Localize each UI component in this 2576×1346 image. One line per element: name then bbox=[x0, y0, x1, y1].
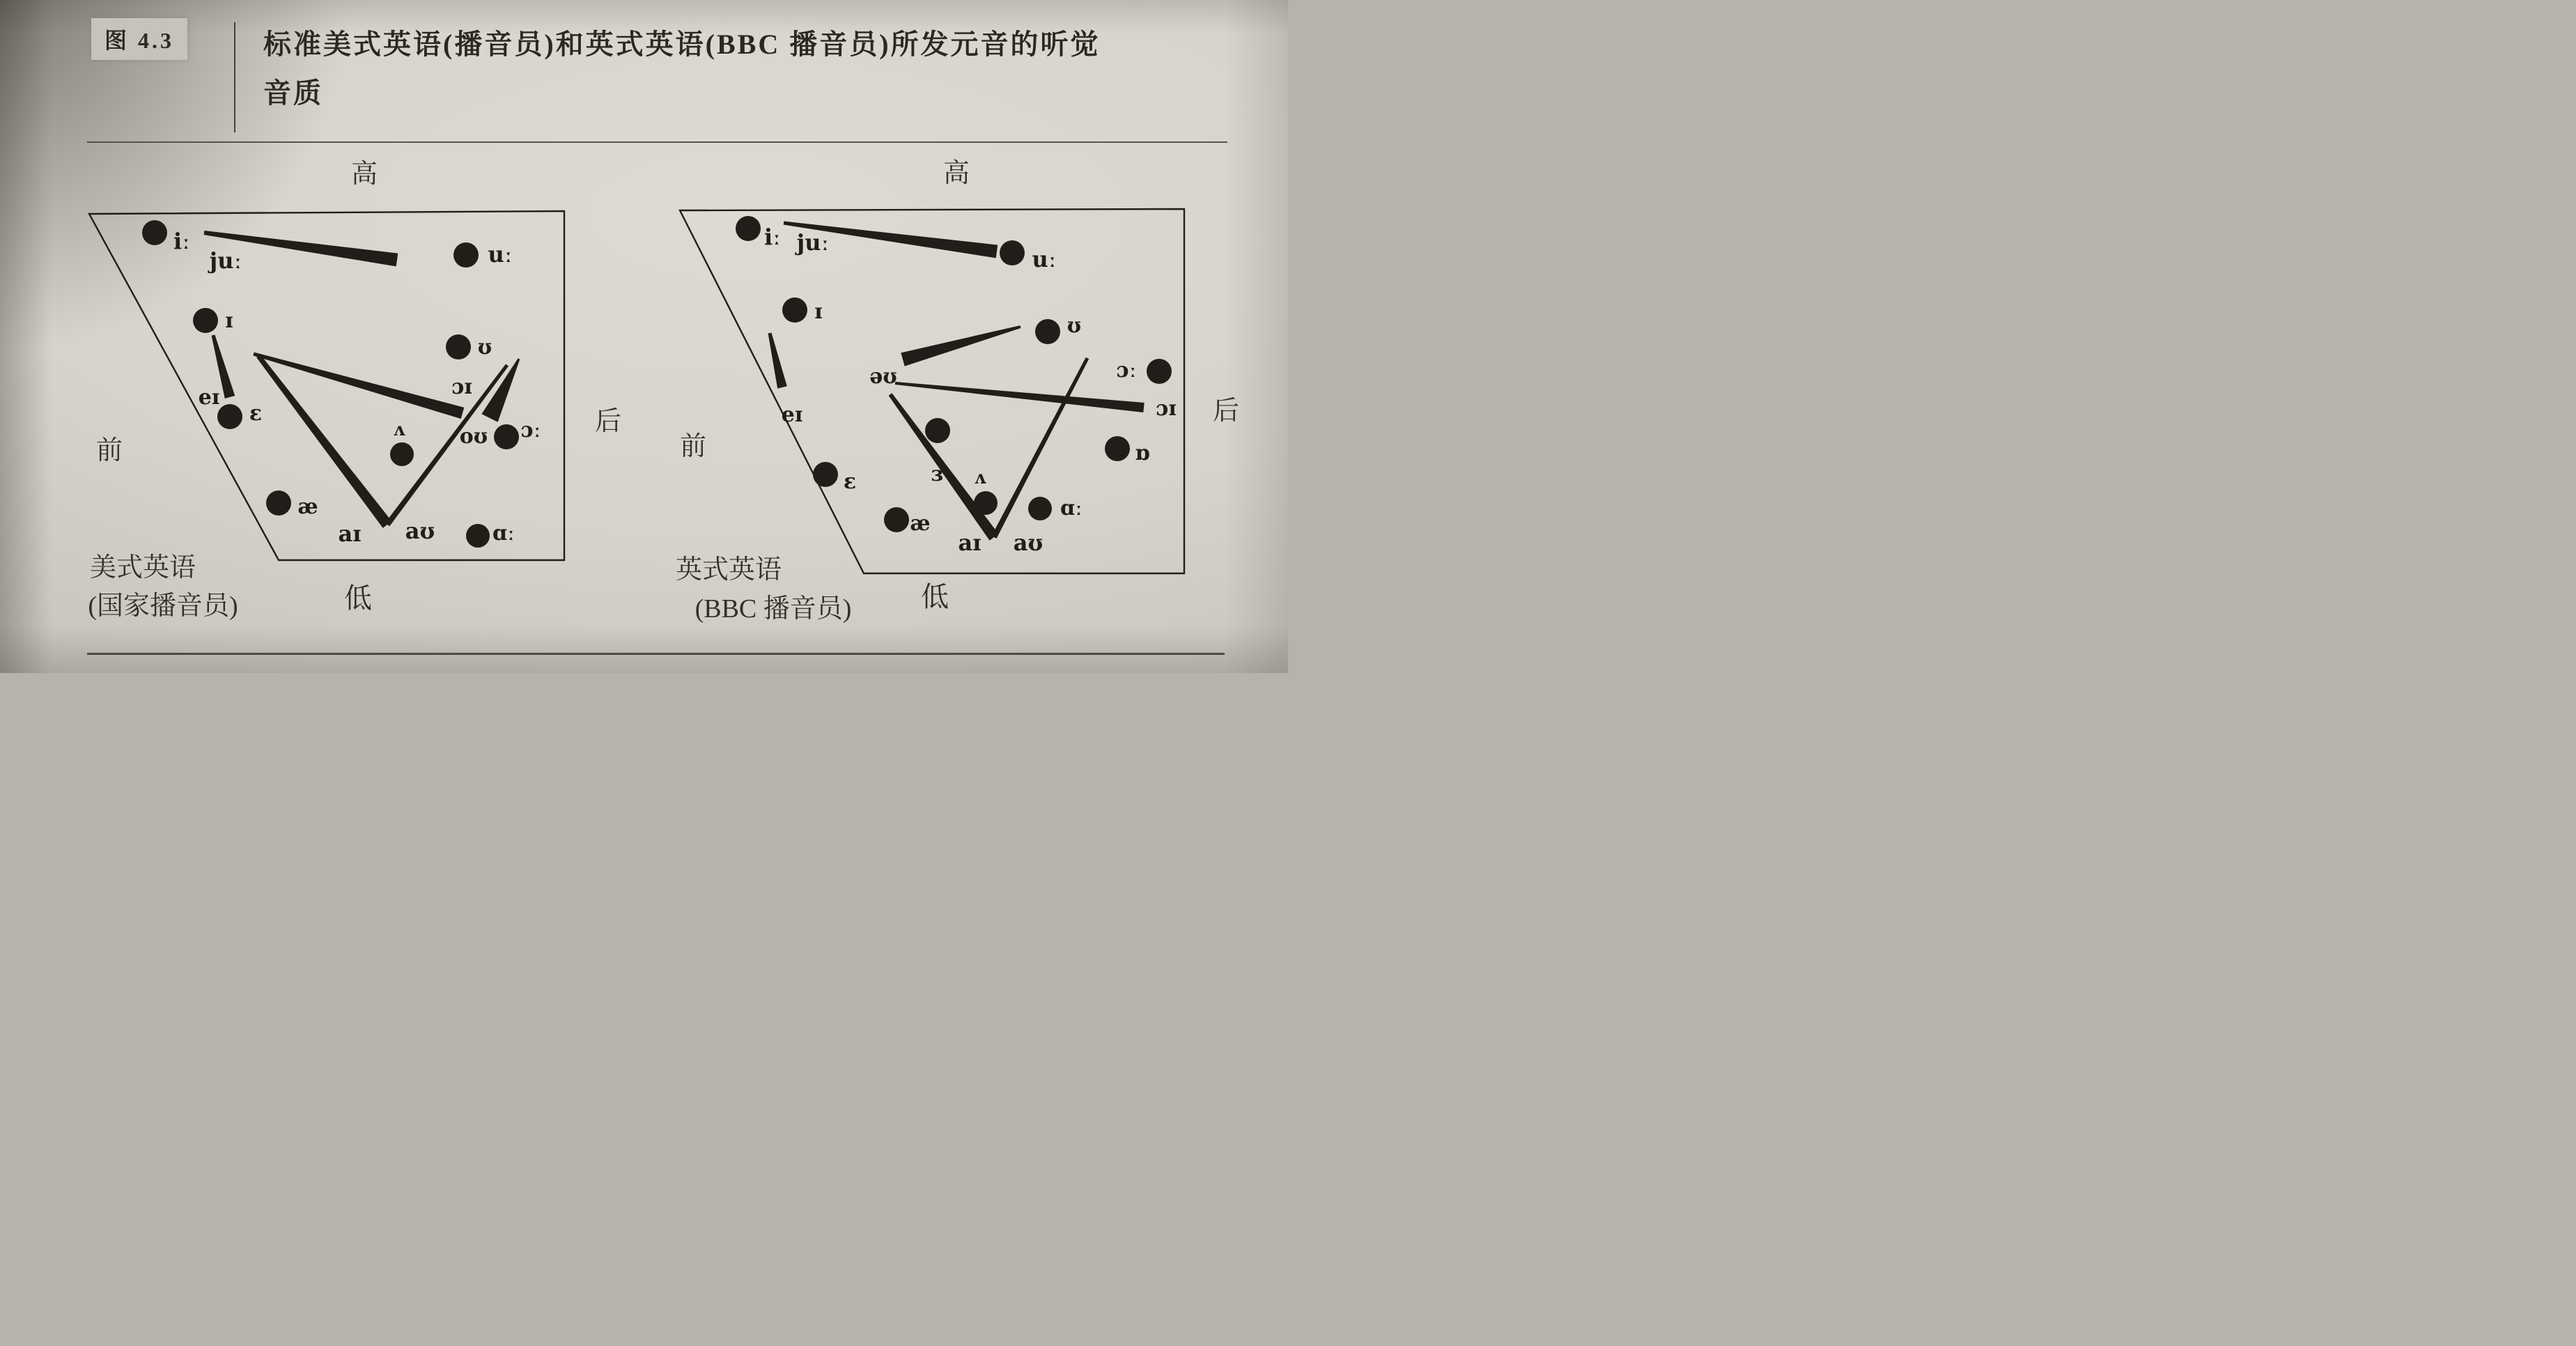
american-english-chart-label-后: 后 bbox=[594, 407, 622, 436]
british-english-chart-label-juː: juː bbox=[796, 229, 830, 256]
british-english-chart-label-ɜ: ɜ bbox=[931, 462, 943, 486]
american-english-chart-label-低: 低 bbox=[344, 582, 372, 614]
british-english-chart-label-前: 前 bbox=[679, 432, 707, 461]
british-english-chart-caption-line2: (BBC 播音员) bbox=[695, 594, 852, 624]
british-english-chart-label-ɔː: ɔː bbox=[1116, 358, 1137, 382]
british-english-chart-label-后: 后 bbox=[1212, 396, 1240, 426]
american-english-chart-dot-iː bbox=[142, 220, 167, 245]
british-english-chart-label-eɪ: eɪ bbox=[781, 403, 803, 427]
american-english-chart-label-ɔː: ɔː bbox=[520, 418, 541, 442]
british-english-chart-label-ɒ: ɒ bbox=[1135, 441, 1150, 465]
figure-title-line1: 标准美式英语(播音员)和英式英语(BBC 播音员)所发元音的听觉 bbox=[263, 29, 1101, 60]
british-english-chart-label-ʊ: ʊ bbox=[1066, 314, 1082, 338]
american-english-chart-dot-eɪ-ɛ bbox=[217, 404, 242, 429]
british-english-chart-dot-uː bbox=[1000, 240, 1025, 265]
british-english-chart-label-iː: iː bbox=[764, 224, 781, 250]
book-page-scan bbox=[0, 0, 1288, 673]
american-english-chart-dot-uː bbox=[453, 242, 479, 268]
american-english-chart-dot-oʊ-ɔː bbox=[494, 424, 519, 449]
american-english-chart-caption-line1: 美式英语 bbox=[89, 553, 196, 582]
american-english-chart-label-高: 高 bbox=[350, 160, 378, 189]
british-english-chart-label-ɪ: ɪ bbox=[814, 300, 823, 324]
british-english-chart-label-əʊ: əʊ bbox=[869, 364, 897, 389]
figure-title-line2: 音质 bbox=[263, 77, 323, 109]
american-english-chart-label-juː: juː bbox=[209, 247, 242, 274]
british-english-chart-label-ʌ: ʌ bbox=[974, 467, 986, 488]
british-english-chart-dot-ɒ bbox=[1105, 436, 1130, 461]
american-english-chart-label-ɑː: ɑː bbox=[492, 521, 515, 546]
american-english-chart-label-ɔɪ: ɔɪ bbox=[451, 375, 472, 399]
american-english-chart-label-æ: æ bbox=[297, 495, 318, 519]
american-english-chart-label-oʊ: oʊ bbox=[459, 424, 488, 449]
british-english-chart-glide-ou bbox=[901, 325, 1021, 366]
american-english-chart-dot-ɑː bbox=[466, 524, 490, 548]
american-english-chart-dot-ʊ bbox=[446, 334, 471, 359]
british-english-chart-dot-ɔː bbox=[1147, 359, 1172, 384]
american-english-chart-dot-ʌ bbox=[390, 442, 414, 466]
british-english-chart-dot-ɪ bbox=[782, 297, 807, 323]
british-english-chart-label-ɛ: ɛ bbox=[843, 470, 857, 494]
british-english-chart-label-aɪ: aɪ bbox=[958, 529, 981, 556]
british-english-chart-label-高: 高 bbox=[942, 159, 970, 188]
british-english-chart-label-ɔɪ: ɔɪ bbox=[1156, 396, 1177, 421]
american-english-chart-label-ɛ: ɛ bbox=[249, 401, 263, 426]
american-english-chart-dot-ɪ bbox=[193, 308, 218, 333]
american-english-chart-label-前: 前 bbox=[95, 436, 123, 465]
british-english-chart-dot-ʊ bbox=[1035, 319, 1060, 344]
american-english-chart-label-uː: uː bbox=[488, 241, 513, 268]
british-english-chart-label-低: 低 bbox=[921, 581, 949, 612]
british-english-chart bbox=[676, 159, 1239, 624]
british-english-chart-dot-ɜ bbox=[925, 418, 950, 443]
british-english-chart-label-ɑː: ɑː bbox=[1060, 496, 1083, 520]
american-english-chart-label-ɪ: ɪ bbox=[225, 309, 233, 333]
british-english-chart-dot-æ bbox=[884, 507, 909, 532]
american-english-chart-label-iː: iː bbox=[173, 228, 190, 254]
british-english-chart-label-uː: uː bbox=[1032, 246, 1057, 272]
british-english-chart-glide-ei bbox=[768, 332, 787, 388]
american-english-chart-label-aɪ: aɪ bbox=[338, 520, 362, 547]
british-english-chart-caption-line1: 英式英语 bbox=[675, 555, 782, 585]
british-english-chart-dot-ɑː bbox=[1028, 497, 1052, 520]
american-english-chart-label-eɪ: eɪ bbox=[198, 385, 220, 410]
figure-number: 图 4.3 bbox=[104, 28, 174, 53]
american-english-chart bbox=[88, 160, 621, 621]
american-english-chart-label-ʊ: ʊ bbox=[477, 335, 492, 359]
british-english-chart-dot-ʌ bbox=[974, 491, 998, 515]
british-english-chart-glide-oi bbox=[895, 382, 1145, 412]
american-english-chart-dot-æ bbox=[266, 490, 291, 516]
british-english-chart-dot-ɛ bbox=[813, 462, 838, 487]
british-english-chart-dot-iː bbox=[736, 216, 761, 241]
american-english-chart-label-ʌ: ʌ bbox=[393, 419, 405, 440]
american-english-chart-caption-line2: (国家播音员) bbox=[88, 591, 238, 621]
american-english-chart-label-aʊ: aʊ bbox=[405, 518, 435, 544]
british-english-chart-label-æ: æ bbox=[910, 511, 931, 536]
british-english-chart-outline bbox=[680, 209, 1184, 573]
vowel-charts-canvas bbox=[0, 0, 1288, 673]
british-english-chart-label-aʊ: aʊ bbox=[1013, 529, 1043, 556]
